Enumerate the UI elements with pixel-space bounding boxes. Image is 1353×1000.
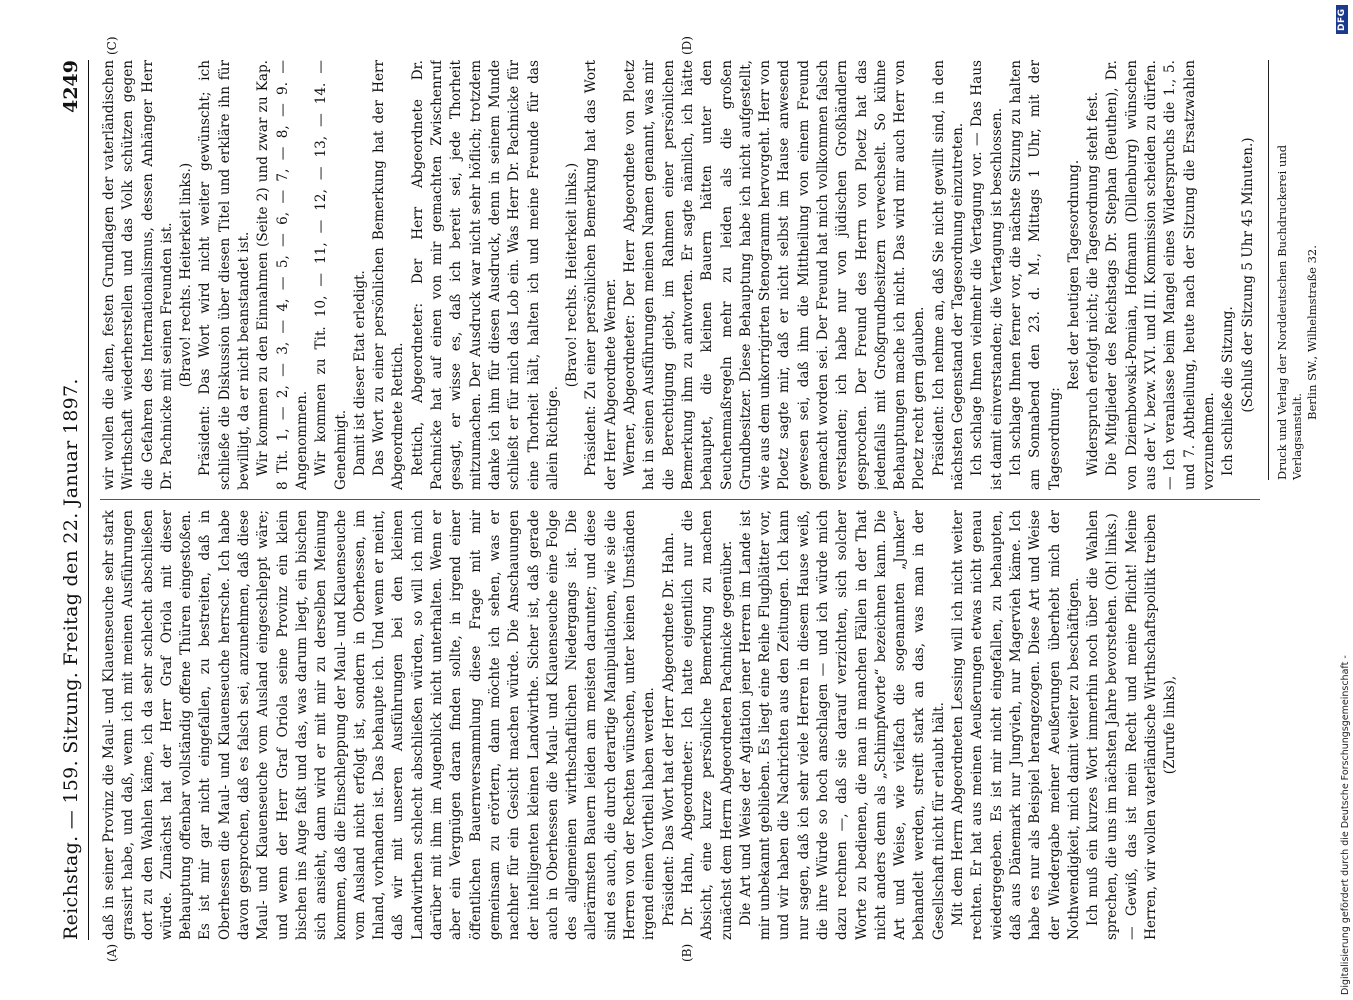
imprint-footer xyxy=(1268,60,1320,480)
right-column xyxy=(100,60,1260,490)
digitization-note: Digitalisierung gefördert durch die Deutsche Forschungsgemeinschaft - xyxy=(1340,655,1351,995)
paragraph: Die Mitglieder des Reichstags Dr. Stephan (Beuthen), Dr. von Dziembowski-Pomian, Hofmann (Dillenburg) wünschen aus der V. bezw. XVI. und III. Kommission scheiden zu dürfen. — Ich veranlasse beim Mangel eines Widerspruchs die 1., 5. und 7. Abtheilung, heute nach der Sitzung die Ersatzwahlen vorzunehmen. xyxy=(1104,60,1217,490)
paragraph: Dr. Hahn, Abgeordneter: Ich hatte eigentlich nur die Absicht, eine kurze persönliche Bemerkung zu machen zunächst dem Herrn Abgeordneten Pachnicke gegenüber. xyxy=(679,510,735,940)
paragraph: Werner, Abgeordneter: Der Herr Abgeordnete von Ploetz hat in seinen Ausführungen meinen Namen genannt, was mir die Berechtigung giebt, im Rahmen einer persönlichen Bemerkung ihm zu antworten. Er sagte nämlich, ich hätte behauptet, die kleinen Bauern hätten unter den Seuchenmaßregeln mehr zu leiden als die großen Grundbesitzer. Diese Behauptung habe ich nicht aufgestellt, wie aus dem unkorrigirten Stenogramm hervorgeht. Herr von Ploetz sagte mir, daß er nicht selbst im Hause anwesend gewesen sei, daß ihm die Mittheilung von einem Freund gemacht worden sei. Der Freund hat mich vollkommen falsch verstanden; ich habe nur von jüdischen Großhändlern gesprochen. Der Freund des Herrn von Ploetz hat das jedenfalls mit Großgrundbesitzern verwechselt. So kühne Behauptungen mache ich nicht. Das wird mir auch Herr von Ploetz recht gern glauben. xyxy=(622,60,928,490)
page-header xyxy=(58,60,89,940)
paragraph: Rettich, Abgeordneter: Der Herr Abgeordnete Dr. Pachnicke hat auf einen von mir gemachten Zwischenruf gesagt, er wisse es, daß ich bereit sei, jede Thorheit mitzumachen. Der Ausdruck war nicht sehr höflich; trotzdem danke ich ihm für diesen Ausdruck, denn in seinem Munde schließt er für mich das Lob ein. Was Herr Dr. Pachnicke für eine Thorheit hält, halten ich und meine Freunde für das allein Richtige. xyxy=(409,60,561,490)
session-close-note: (Schluß der Sitzung 5 Uhr 45 Minuten.) xyxy=(1239,137,1256,413)
interjection: (Bravo! rechts. Heiterkeit links.) xyxy=(564,162,581,388)
margin-letter-c: (C) xyxy=(105,36,119,55)
imprint-line-2: Berlin SW., Wilhelmstraße 32. xyxy=(1305,245,1319,420)
margin-letter-b: (B) xyxy=(680,943,694,962)
imprint-line-1: Druck und Verlag der Norddeutschen Buchdruckerei und Verlagsanstalt. xyxy=(1275,144,1304,480)
agenda-item: Rest der heutigen Tagesordnung. xyxy=(1065,159,1082,391)
paragraph: Ich muß ein kurzes Wort immerhin noch über die Wahlen sprechen, die uns im nächsten Jahre bevorstehen. (Oh! links.) xyxy=(1085,510,1121,940)
paragraph: Mit dem Herrn Abgeordneten Lessing will ich nicht weiter rechten. Er hat aus meinen Aeußerungen etwas nicht genau wiedergegeben. Es ist mir nicht eingefallen, zu behaupten, daß aus Dänemark nur Jungvieh, nur Magervieh käme. Ich habe es nur als Beispiel herangezogen. Diese Art und Weise der Wiedergabe meiner Aeußerungen überhebt mich der Nothwendigkeit, mich damit weiter zu beschäftigen. xyxy=(950,510,1082,940)
paragraph: Präsident: Ich nehme an, daß Sie nicht gewillt sind, in den nächsten Gegenstand der Tagesordnung einzutreten. xyxy=(930,60,967,490)
paragraph: Ich schlage Ihnen vielmehr die Vertagung vor. — Das Haus ist damit einverstanden; die Vertagung ist beschlossen. xyxy=(969,60,1005,490)
paragraph: — Gewiß, das ist mein Recht und meine Pflicht! Meine Herren, wir wollen vaterländische Wirthschaftspolitik treiben xyxy=(1123,510,1160,940)
left-column xyxy=(100,510,1260,940)
text-columns xyxy=(100,60,1260,940)
running-title: Reichstag. — 159. Sitzung. Freitag den 22. Januar 1897. xyxy=(60,378,82,940)
interjection: (Zurufe links), xyxy=(1162,675,1179,775)
dfg-logo: DFG xyxy=(1336,5,1348,34)
paragraph: Präsident: Das Wort wird nicht weiter gewünscht; ich schließe die Diskussion über diesen Titel und erkläre ihn für bewilligt, da er nicht beanstandet ist. xyxy=(197,60,253,490)
paragraph: daß in seiner Provinz die Maul- und Klauenseuche sehr stark grassirt habe, und daß, wenn ich mit meinen Ausführungen dort zu den Wahlen käme, ich da sehr schlecht abschließen würde. Zunächst hat der Herr Graf Oriola mit dieser Behauptung offenbar vollständig offene Thüren eingestoßen. Es ist mir gar nicht eingefallen, zu bestreiten, daß in Oberhessen die Maul- und Klauenseuche herrsche. Ich habe davon gesprochen, daß es falsch sei, anzunehmen, daß diese Maul- und Klauenseuche vom Ausland eingeschleppt wäre; und wenn der Herr Graf Oriola seine Provinz ein klein bischen ins Auge faßt und das, was darum liegt, ein bischen sich ansieht, dann wird er mit mir zu derselben Meinung kommen, daß die Einschleppung der Maul- und Klauenseuche vom Ausland nicht erfolgt ist, sondern in Oberhessen, im Inland, vorhanden ist. Das behaupte ich. Und wenn er meint, daß wir mit unseren Ausführungen bei den kleinen Landwirthen schlecht abschließen würden, so will ich mich darüber mit ihm im Augenblick nicht unterhalten. Wenn er aber ein Vergnügen daran finden sollte, in irgend einer öffentlichen Bauernversammlung diese Frage mit mir gemeinsam zu erörtern, dann möchte ich sehen, was er nachher für ein Gesicht machen würde. Die Anschauungen der intelligenten kleinen Landwirthe. Sicher ist, daß gerade auch in Oberhessen die Maul- und Klauenseuche eine Folge des allgemeinen wirthschaftlichen Niedergangs ist. Die allerärmsten Bauern leiden am meisten darunter; und diese sind es auch, die durch derartige Manipulationen, wie sie die Herren von der Rechten wünschen, unter keinen Umständen irgend einen Vortheil haben werden. xyxy=(101,510,658,940)
paragraph: Widerspruch erfolgt nicht; die Tagesordnung steht fest. xyxy=(1085,91,1102,476)
paragraph: Die Art und Weise der Agitation jener Herren im Lande ist mir unbekannt geblieben. Es liegt eine Reihe Flugblätter vor, und wir haben die Nachrichten aus den Zeitungen. Ich kann nur sagen, daß ich sehr viele Herren in diesem Hause weiß, die ihre Würde so hoch anschlagen — und ich würde mich dazu rechnen —, daß sie darauf verzichten, sich solcher Worte zu bedienen, die man in manchen Fällen in der That nicht anders denn als „Schimpfworte“ bezeichnen kann. Die Art und Weise, wie vielfach die sogenannten „Junker“ behandelt werden, streift stark an das, was man in der Gesellschaft nicht für erlaubt hält. xyxy=(737,510,947,940)
column-divider xyxy=(100,499,1260,500)
paragraph: Das Wort zu einer persönlichen Bemerkung hat der Herr Abgeordnete Rettich. xyxy=(371,60,407,490)
paragraph: Präsident: Zu einer persönlichen Bemerkung hat das Wort der Herr Abgeordnete Werner. xyxy=(583,60,619,490)
page-number: 4249 xyxy=(60,60,82,113)
paragraph: wir wollen die alten, festen Grundlagen der vaterländischen Wirthschaft wiederherstellen und das Volk schützen gegen die Gefahren des Internationalismus, dessen Anhänger Herr Dr. Pachnicke mit seinen Freunden ist. xyxy=(101,60,175,490)
margin-letter-a: (A) xyxy=(105,943,119,962)
paragraph: Damit ist dieser Etat erledigt. xyxy=(351,270,368,476)
interjection: (Bravo! rechts. Heiterkeit links.) xyxy=(178,162,195,388)
paragraph: Wir kommen zu Tit. 10, — 11, — 12, — 13, — 14. — Genehmigt. xyxy=(313,60,349,490)
paragraph: Ich schließe die Sitzung. xyxy=(1220,306,1237,476)
margin-letter-d: (D) xyxy=(680,36,694,55)
paragraph: Präsident: Das Wort hat der Herr Abgeordnete Dr. Hahn. xyxy=(660,532,677,926)
paragraph: Wir kommen zu den Einnahmen (Seite 2) und zwar zu Kap. 8 Tit. 1, — 2, — 3, — 4, — 5, — 6, — 7, — 8, — 9. — Angenommen. xyxy=(255,60,310,490)
paragraph: Ich schlage Ihnen ferner vor, die nächste Sitzung zu halten am Sonnabend den 23. d. M., Mittags 1 Uhr, mit der Tagesordnung: xyxy=(1007,60,1063,490)
